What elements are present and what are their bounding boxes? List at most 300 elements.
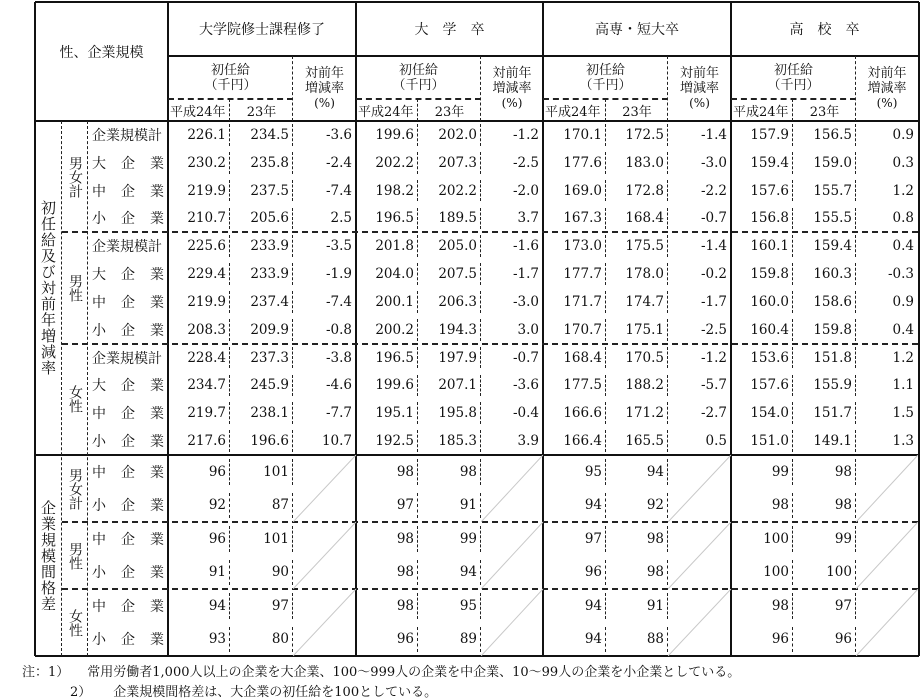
change-col-divider (855, 347, 856, 369)
salary-current-cell: 226.1 (187, 126, 226, 143)
gap-prev-cell: 89 (459, 631, 477, 648)
year-col-divider (417, 319, 418, 341)
gap-prev-cell: 94 (459, 564, 477, 581)
change-rate-cell: -7.4 (325, 182, 352, 199)
salary-current-cell: 160.0 (750, 293, 789, 310)
row-size-label (88, 589, 168, 623)
year-col-divider (229, 263, 230, 285)
sex-label: 男性 (67, 273, 83, 302)
salary-current-cell: 153.6 (750, 349, 789, 366)
year-col-divider (417, 347, 418, 369)
change-rate-cell: -1.2 (700, 349, 727, 366)
change-rate-cell: -3.8 (325, 349, 352, 366)
empty-cell-slash (481, 589, 543, 656)
salary-header (168, 56, 293, 99)
row-size-label (88, 489, 168, 523)
gap-current-cell: 96 (396, 631, 414, 648)
salary-current-cell: 154.0 (750, 405, 789, 422)
empty-cell-slash (856, 455, 918, 522)
year-col-divider (417, 459, 418, 485)
change-col-divider (480, 347, 481, 369)
year-col-divider (417, 526, 418, 552)
gap-prev-cell: 97 (834, 597, 852, 614)
salary-header-line1: 初任給 (773, 62, 813, 78)
salary-current-cell: 159.4 (750, 154, 789, 171)
gap-current-cell: 97 (584, 530, 602, 547)
change-rate-cell: 1.3 (892, 433, 914, 450)
salary-current-cell: 169.0 (563, 182, 602, 199)
note-1 (22, 661, 740, 680)
salary-prev-cell: 155.9 (813, 377, 852, 394)
salary-prev-cell: 233.9 (250, 238, 289, 255)
salary-prev-cell: 175.1 (625, 321, 664, 338)
change-col-divider (292, 208, 293, 230)
change-col-divider (855, 208, 856, 230)
salary-current-cell: 210.7 (187, 210, 226, 227)
gap-prev-cell: 80 (271, 631, 289, 648)
year-col-divider (417, 430, 418, 452)
year-col-divider (792, 493, 793, 519)
salary-prev-cell: 151.8 (813, 349, 852, 366)
size-label-char: 企 (121, 183, 135, 200)
change-rate-cell: 0.4 (892, 321, 914, 338)
size-label-char: 大 (92, 267, 106, 284)
gap-current-cell: 98 (396, 597, 414, 614)
salary-prev-cell: 194.3 (438, 321, 477, 338)
size-label-char: 業 (150, 598, 164, 615)
year-col-divider (605, 402, 606, 424)
salary-header-line1: 初任給 (398, 62, 438, 78)
change-col-divider (480, 319, 481, 341)
change-rate-cell: 1.1 (892, 377, 914, 394)
size-label-char: 企 (121, 211, 135, 228)
change-rate-header (293, 56, 356, 121)
salary-current-cell: 160.4 (750, 321, 789, 338)
size-label-char: 業 (150, 378, 164, 395)
salary-current-cell: 171.7 (563, 293, 602, 310)
change-col-divider (480, 402, 481, 424)
change-rate-cell: -0.7 (512, 349, 539, 366)
year-col-divider (792, 375, 793, 397)
salary-section-label: 初任給及び対前年増減率 (39, 200, 57, 376)
salary-header-line2: （千円） (392, 77, 445, 93)
year-col-divider (605, 347, 606, 369)
size-label-chars (92, 462, 164, 482)
change-rate-cell: 1.5 (892, 405, 914, 422)
salary-header-line1: 初任給 (210, 62, 250, 78)
year-col-divider (417, 375, 418, 397)
change-header-line2: 増減率 (867, 81, 907, 96)
year-col-divider (229, 124, 230, 146)
change-col-divider (855, 152, 856, 174)
change-rate-cell: -7.4 (325, 293, 352, 310)
size-label-chars (92, 431, 164, 451)
change-col-divider (292, 402, 293, 424)
gap-current-cell: 94 (584, 597, 602, 614)
size-label-chars (92, 562, 164, 582)
change-rate-cell: -1.2 (512, 126, 539, 143)
year-col-divider (229, 430, 230, 452)
salary-prev-cell: 170.5 (625, 349, 664, 366)
row-size-label: 企業規模計 (92, 239, 162, 256)
salary-prev-cell: 189.5 (438, 210, 477, 227)
change-rate-cell: -3.6 (325, 126, 352, 143)
year-col-divider (792, 319, 793, 341)
gap-current-cell: 96 (584, 564, 602, 581)
gap-current-cell: 91 (208, 564, 226, 581)
size-label-chars (92, 181, 164, 201)
size-label-chars (92, 292, 164, 312)
salary-current-cell: 199.6 (375, 377, 414, 394)
size-label-char: 業 (150, 322, 164, 339)
change-col-divider (480, 430, 481, 452)
change-header-line1: 対前年 (867, 66, 907, 81)
change-col-divider (292, 124, 293, 146)
salary-prev-cell: 149.1 (813, 433, 852, 450)
gap-current-cell: 98 (396, 564, 414, 581)
salary-current-cell: 219.9 (187, 182, 226, 199)
year-col-divider (792, 526, 793, 552)
size-label-char: 業 (150, 155, 164, 172)
year-col-divider (229, 319, 230, 341)
year-col-divider (605, 319, 606, 341)
salary-prev-cell: 207.5 (438, 266, 477, 283)
change-header-line3: (%) (314, 96, 335, 110)
change-col-divider (667, 235, 668, 257)
year-col-divider (229, 593, 230, 619)
change-col-divider (480, 180, 481, 202)
year-col-divider (417, 291, 418, 313)
change-rate-cell: 0.9 (892, 293, 914, 310)
size-label-char: 業 (150, 464, 164, 481)
size-label-char: 企 (121, 294, 135, 311)
salary-current-cell: 229.4 (187, 266, 226, 283)
row-size-label (88, 455, 168, 489)
year-col-divider (417, 263, 418, 285)
empty-cell-slash (856, 589, 918, 656)
change-col-divider (292, 152, 293, 174)
change-col-divider (667, 375, 668, 397)
year-col-divider (605, 560, 606, 586)
change-rate-cell: -2.2 (700, 182, 727, 199)
size-label-char: 業 (150, 632, 164, 649)
empty-cell-slash (293, 522, 356, 589)
year-col-divider (229, 493, 230, 519)
size-label-chars (92, 375, 164, 395)
year-col-divider (605, 627, 606, 653)
year-col-divider (417, 180, 418, 202)
gap-prev-cell: 88 (646, 631, 664, 648)
size-label-char: 企 (121, 267, 135, 284)
year-col-divider (792, 152, 793, 174)
year-col-divider (417, 235, 418, 257)
year-col-divider (229, 152, 230, 174)
year-col-divider (229, 627, 230, 653)
change-col-divider (667, 291, 668, 313)
year-col-divider (229, 560, 230, 586)
size-label-char: 業 (150, 183, 164, 200)
salary-current-cell: 200.1 (375, 293, 414, 310)
gap-prev-cell: 96 (834, 631, 852, 648)
row-size-label (88, 177, 168, 205)
gap-current-cell: 100 (763, 530, 789, 547)
change-col-divider (855, 263, 856, 285)
year-col-divider (229, 180, 230, 202)
year-col-divider (792, 291, 793, 313)
size-label-char: 業 (150, 498, 164, 515)
salary-prev-cell: 156.5 (813, 126, 852, 143)
year-prev-header: 23年 (809, 104, 840, 120)
salary-prev-cell: 168.4 (625, 210, 664, 227)
change-col-divider (855, 180, 856, 202)
year-col-divider (792, 235, 793, 257)
gap-current-cell: 98 (396, 530, 414, 547)
year-col-divider (417, 402, 418, 424)
salary-current-cell: 177.6 (563, 154, 602, 171)
corner-header: 性、企業規模 (59, 44, 144, 61)
salary-prev-cell: 202.2 (438, 182, 477, 199)
change-col-divider (292, 180, 293, 202)
salary-current-cell: 157.6 (750, 377, 789, 394)
change-rate-cell: -5.7 (700, 377, 727, 394)
size-label-char: 企 (121, 565, 135, 582)
change-rate-header (481, 56, 543, 121)
change-col-divider (667, 208, 668, 230)
salary-current-cell: 198.2 (375, 182, 414, 199)
gap-prev-cell: 99 (459, 530, 477, 547)
gap-current-cell: 93 (208, 631, 226, 648)
change-col-divider (855, 402, 856, 424)
education-group-header: 大 学 卒 (414, 22, 485, 38)
salary-prev-cell: 174.7 (625, 293, 664, 310)
size-label-char: 小 (92, 565, 106, 582)
salary-prev-cell: 175.5 (625, 238, 664, 255)
size-label-char: 企 (121, 322, 135, 339)
year-col-divider (792, 430, 793, 452)
size-label-chars (92, 320, 164, 340)
gap-current-cell: 94 (584, 497, 602, 514)
change-rate-cell: -2.0 (512, 182, 539, 199)
row-size-label: 企業規模計 (92, 350, 162, 367)
gap-prev-cell: 101 (263, 463, 289, 480)
gap-prev-cell: 98 (459, 463, 477, 480)
size-label-char: 中 (92, 464, 106, 481)
change-col-divider (667, 319, 668, 341)
size-label-char: 企 (121, 598, 135, 615)
change-rate-cell: -2.5 (512, 154, 539, 171)
year-col-divider (229, 208, 230, 230)
year-col-divider (229, 291, 230, 313)
note-1-text: 常用労働者1,000人以上の企業を大企業、100～999人の企業を中企業、10～99人の企業を小企業としている。 (87, 665, 741, 680)
change-rate-cell: -7.7 (325, 405, 352, 422)
empty-cell-slash (293, 455, 356, 522)
change-header-line1: 対前年 (492, 66, 532, 81)
gap-current-cell: 92 (208, 497, 226, 514)
size-label-char: 大 (92, 378, 106, 395)
salary-header-line2: （千円） (579, 77, 632, 93)
change-col-divider (292, 347, 293, 369)
year-col-divider (229, 459, 230, 485)
change-rate-cell: 10.7 (321, 433, 352, 450)
gap-current-cell: 100 (763, 564, 789, 581)
salary-header (543, 56, 668, 99)
change-col-divider (667, 347, 668, 369)
gap-current-cell: 98 (771, 497, 789, 514)
gap-current-cell: 99 (771, 463, 789, 480)
salary-current-cell: 219.7 (187, 405, 226, 422)
size-label-char: 業 (150, 434, 164, 451)
education-group-header: 大学院修士課程修了 (199, 22, 325, 38)
empty-cell-slash (668, 522, 731, 589)
gap-prev-cell: 95 (459, 597, 477, 614)
salary-prev-cell: 159.4 (813, 238, 852, 255)
change-rate-cell: -4.6 (325, 377, 352, 394)
salary-current-cell: 166.4 (563, 433, 602, 450)
salary-current-cell: 196.5 (375, 349, 414, 366)
year-col-divider (605, 235, 606, 257)
salary-prev-cell: 188.2 (625, 377, 664, 394)
salary-prev-cell: 197.9 (438, 349, 477, 366)
salary-prev-cell: 171.2 (625, 405, 664, 422)
salary-header-line2: （千円） (767, 77, 820, 93)
salary-prev-cell: 235.8 (250, 154, 289, 171)
gap-prev-cell: 98 (834, 497, 852, 514)
salary-prev-cell: 159.8 (813, 321, 852, 338)
salary-header-line1: 初任給 (585, 62, 625, 78)
year-col-divider (605, 152, 606, 174)
empty-cell-slash (668, 455, 731, 522)
year-col-divider (792, 124, 793, 146)
size-label-chars (92, 529, 164, 549)
size-label-chars (92, 264, 164, 284)
change-rate-cell: -2.7 (700, 405, 727, 422)
year-col-divider (605, 124, 606, 146)
change-rate-cell: -0.3 (887, 266, 914, 283)
year-col-divider (605, 430, 606, 452)
salary-current-cell: 166.6 (563, 405, 602, 422)
change-rate-cell: 3.9 (517, 433, 539, 450)
salary-prev-cell: 205.0 (438, 238, 477, 255)
change-col-divider (855, 430, 856, 452)
year-col-divider (605, 180, 606, 202)
gap-prev-cell: 91 (459, 497, 477, 514)
empty-cell-slash (856, 522, 918, 589)
salary-current-cell: 151.0 (750, 433, 789, 450)
salary-current-cell: 156.8 (750, 210, 789, 227)
empty-cell-slash (481, 522, 543, 589)
size-label-char: 中 (92, 406, 106, 423)
note-1-marker: 注：1） (22, 665, 70, 680)
row-size-label (88, 316, 168, 344)
gap-prev-cell: 97 (271, 597, 289, 614)
row-size-label (88, 260, 168, 288)
year-col-divider (605, 493, 606, 519)
change-col-divider (480, 291, 481, 313)
size-label-chars (92, 495, 164, 515)
row-size-label (88, 149, 168, 177)
salary-current-cell: 199.6 (375, 126, 414, 143)
change-rate-cell: -1.7 (512, 266, 539, 283)
gap-current-cell: 98 (396, 463, 414, 480)
year-col-divider (605, 263, 606, 285)
change-rate-cell: -3.6 (512, 377, 539, 394)
size-label-char: 大 (92, 155, 106, 172)
change-col-divider (292, 430, 293, 452)
salary-current-cell: 200.2 (375, 321, 414, 338)
change-col-divider (667, 152, 668, 174)
salary-prev-cell: 206.3 (438, 293, 477, 310)
year-col-divider (605, 593, 606, 619)
change-col-divider (480, 208, 481, 230)
salary-prev-cell: 159.0 (813, 154, 852, 171)
size-label-char: 企 (121, 498, 135, 515)
sex-label: 男性 (67, 541, 83, 570)
row-size-label (88, 288, 168, 316)
salary-header-line2: （千円） (204, 77, 257, 93)
salary-prev-cell: 233.9 (250, 266, 289, 283)
salary-current-cell: 228.4 (187, 349, 226, 366)
year-col-divider (792, 402, 793, 424)
sex-label: 女性 (67, 608, 83, 637)
change-col-divider (667, 430, 668, 452)
year-col-divider (229, 235, 230, 257)
change-col-divider (855, 124, 856, 146)
change-rate-cell: -0.2 (700, 266, 727, 283)
salary-prev-cell: 172.5 (625, 126, 664, 143)
salary-prev-cell: 185.3 (438, 433, 477, 450)
salary-prev-cell: 195.8 (438, 405, 477, 422)
change-col-divider (480, 124, 481, 146)
size-label-char: 企 (121, 378, 135, 395)
salary-current-cell: 157.6 (750, 182, 789, 199)
gap-prev-cell: 101 (263, 530, 289, 547)
size-label-char: 中 (92, 294, 106, 311)
row-size-label (88, 623, 168, 657)
year-prev-header: 23年 (246, 104, 277, 120)
change-rate-cell: -1.4 (700, 126, 727, 143)
salary-prev-cell: 183.0 (625, 154, 664, 171)
salary-current-cell: 192.5 (375, 433, 414, 450)
size-label-char: 小 (92, 632, 106, 649)
change-rate-cell: -0.4 (512, 405, 539, 422)
year-col-divider (417, 493, 418, 519)
gap-current-cell: 96 (208, 530, 226, 547)
year-col-divider (417, 124, 418, 146)
salary-prev-cell: 207.3 (438, 154, 477, 171)
salary-prev-cell: 155.5 (813, 210, 852, 227)
size-label-char: 企 (121, 406, 135, 423)
year-col-divider (605, 459, 606, 485)
year-col-divider (605, 291, 606, 313)
salary-prev-cell: 237.4 (250, 293, 289, 310)
year-col-divider (792, 459, 793, 485)
salary-prev-cell: 237.3 (250, 349, 289, 366)
note-2-marker: 2） (70, 685, 92, 700)
size-label-char: 中 (92, 598, 106, 615)
year-col-divider (229, 526, 230, 552)
change-header-line3: (%) (501, 96, 523, 110)
salary-prev-cell: 234.5 (250, 126, 289, 143)
change-rate-header (668, 56, 731, 121)
salary-current-cell: 168.4 (563, 349, 602, 366)
sex-label: 男女計 (67, 467, 83, 510)
change-header-line3: (%) (689, 96, 710, 110)
salary-prev-cell: 207.1 (438, 377, 477, 394)
year-col-divider (229, 402, 230, 424)
gap-prev-cell: 99 (834, 530, 852, 547)
change-col-divider (855, 235, 856, 257)
size-label-char: 小 (92, 211, 106, 228)
